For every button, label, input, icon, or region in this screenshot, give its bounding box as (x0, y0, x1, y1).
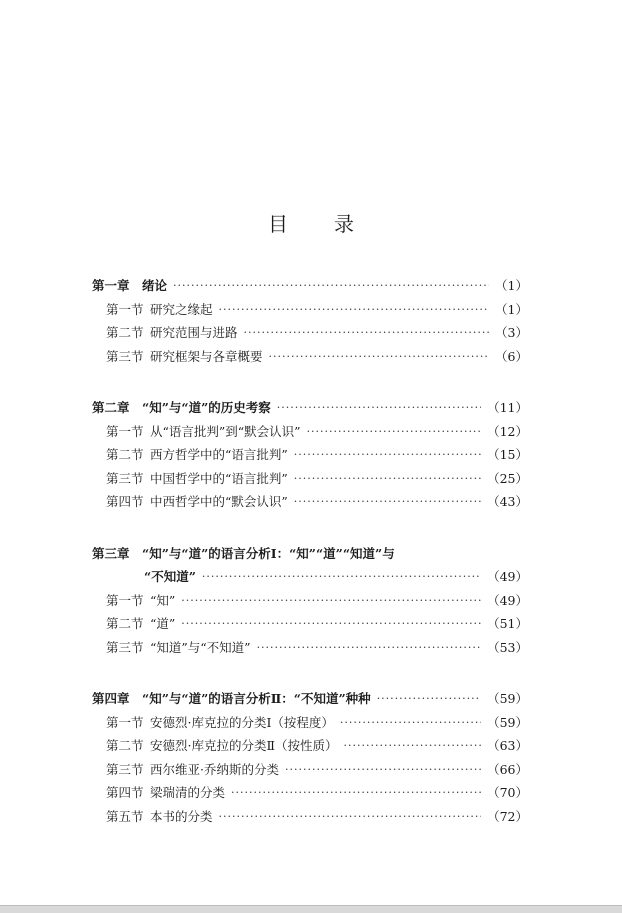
page-number: （59） (487, 691, 528, 706)
section-entry (92, 445, 528, 469)
section-entry (92, 713, 528, 737)
chapter-label: 第三章 “知”与“道”的语言分析Ⅰ：“知”“道”“知道”与 (92, 545, 395, 561)
section-number: 第一节 (106, 423, 144, 439)
leader-dots (294, 495, 481, 508)
leader-dots (181, 617, 481, 630)
leader-dots (277, 401, 481, 414)
leader-dots (377, 692, 481, 705)
leader-dots (231, 786, 481, 799)
section-entry (92, 492, 528, 516)
section-entry (92, 760, 528, 784)
section-number: 第二节 (106, 447, 144, 462)
leader-dots (244, 326, 490, 339)
section-title: 西方哲学中的“语言批判” (150, 447, 288, 462)
section-number: 第四节 (106, 785, 144, 800)
chapter-label-continued: “不知道” (144, 569, 196, 584)
title-char-right: 录 (334, 212, 354, 236)
section-number: 第二节 (106, 616, 144, 631)
leader-dots (294, 448, 481, 461)
chapter-entry-continued (92, 567, 528, 591)
chapter-4 (92, 689, 528, 830)
page-number: （43） (487, 494, 528, 509)
section-title: “知” (150, 592, 176, 608)
chapter-entry (92, 276, 528, 300)
page-number: （25） (487, 470, 528, 486)
section-title: 梁瑞清的分类 (150, 785, 226, 800)
section-entry (92, 783, 528, 807)
section-number: 第三节 (106, 470, 144, 486)
page-number: （63） (487, 738, 528, 753)
page-number: （59） (487, 714, 528, 730)
section-entry (92, 323, 528, 347)
section-number: 第三节 (106, 761, 144, 777)
title-char-left: 目 (268, 212, 288, 236)
section-title: 研究之缘起 (150, 301, 213, 317)
section-entry (92, 347, 528, 371)
page-number: （1） (495, 278, 528, 293)
section-entry (92, 614, 528, 638)
leader-dots (269, 350, 490, 363)
page-bottom-edge (0, 905, 622, 913)
section-number: 第二节 (106, 738, 144, 753)
section-number: 第一节 (106, 592, 144, 608)
leader-dots (294, 472, 481, 485)
section-entry (92, 807, 528, 831)
page-number: （15） (487, 447, 528, 462)
leader-dots (173, 279, 489, 292)
section-entry (92, 638, 528, 662)
section-title: 安德烈·库克拉的分类Ⅰ（按程度） (150, 714, 334, 730)
section-title: “道” (150, 616, 176, 631)
page-number: （49） (487, 569, 528, 584)
section-number: 第五节 (106, 808, 144, 824)
section-title: 研究框架与各章概要 (150, 348, 263, 364)
leader-dots (219, 810, 482, 823)
section-title: 中西哲学中的“默会认识” (150, 494, 288, 509)
page-number: （49） (487, 592, 528, 608)
section-title: 研究范围与进路 (150, 325, 238, 340)
page-number: （53） (487, 639, 528, 655)
page-number: （12） (487, 423, 528, 439)
leader-dots (285, 763, 481, 776)
section-number: 第三节 (106, 639, 144, 655)
page-number: （51） (487, 616, 528, 631)
chapter-label: 第二章 “知”与“道”的历史考察 (92, 400, 271, 415)
chapter-entry (92, 398, 528, 422)
chapter-label: 第四章 “知”与“道”的语言分析Ⅱ：“不知道”种种 (92, 691, 371, 706)
chapter-3 (92, 544, 528, 662)
page-number: （3） (495, 325, 528, 340)
leader-dots (343, 739, 481, 752)
page-number: （11） (487, 400, 528, 415)
section-entry (92, 300, 528, 324)
section-title: 本书的分类 (150, 808, 213, 824)
section-number: 第一节 (106, 714, 144, 730)
page-number: （6） (495, 348, 528, 364)
section-entry (92, 469, 528, 493)
leader-dots (219, 303, 490, 316)
section-number: 第一节 (106, 301, 144, 317)
chapter-entry (92, 689, 528, 713)
section-title: 安德烈·库克拉的分类Ⅱ（按性质） (150, 738, 338, 753)
chapter-label: 第一章 绪论 (92, 278, 168, 293)
leader-dots (202, 570, 481, 583)
section-title: 从“语言批判”到“默会认识” (150, 423, 301, 439)
section-number: 第二节 (106, 325, 144, 340)
table-of-contents (92, 276, 528, 858)
leader-dots (340, 716, 481, 729)
leader-dots (257, 641, 482, 654)
page-number: （72） (487, 808, 528, 824)
chapter-entry (92, 544, 528, 568)
page-number: （70） (487, 785, 528, 800)
section-entry (92, 422, 528, 446)
page-title (0, 208, 622, 237)
section-number: 第四节 (106, 494, 144, 509)
leader-dots (307, 425, 482, 438)
section-title: “知道”与“不知道” (150, 639, 251, 655)
page-number: （66） (487, 761, 528, 777)
section-number: 第三节 (106, 348, 144, 364)
section-title: 西尔维亚·乔纳斯的分类 (150, 761, 279, 777)
section-entry (92, 591, 528, 615)
leader-dots (181, 594, 481, 607)
page-number: （1） (495, 301, 528, 317)
section-title: 中国哲学中的“语言批判” (150, 470, 288, 486)
chapter-1 (92, 276, 528, 370)
section-entry (92, 736, 528, 760)
chapter-2 (92, 398, 528, 516)
